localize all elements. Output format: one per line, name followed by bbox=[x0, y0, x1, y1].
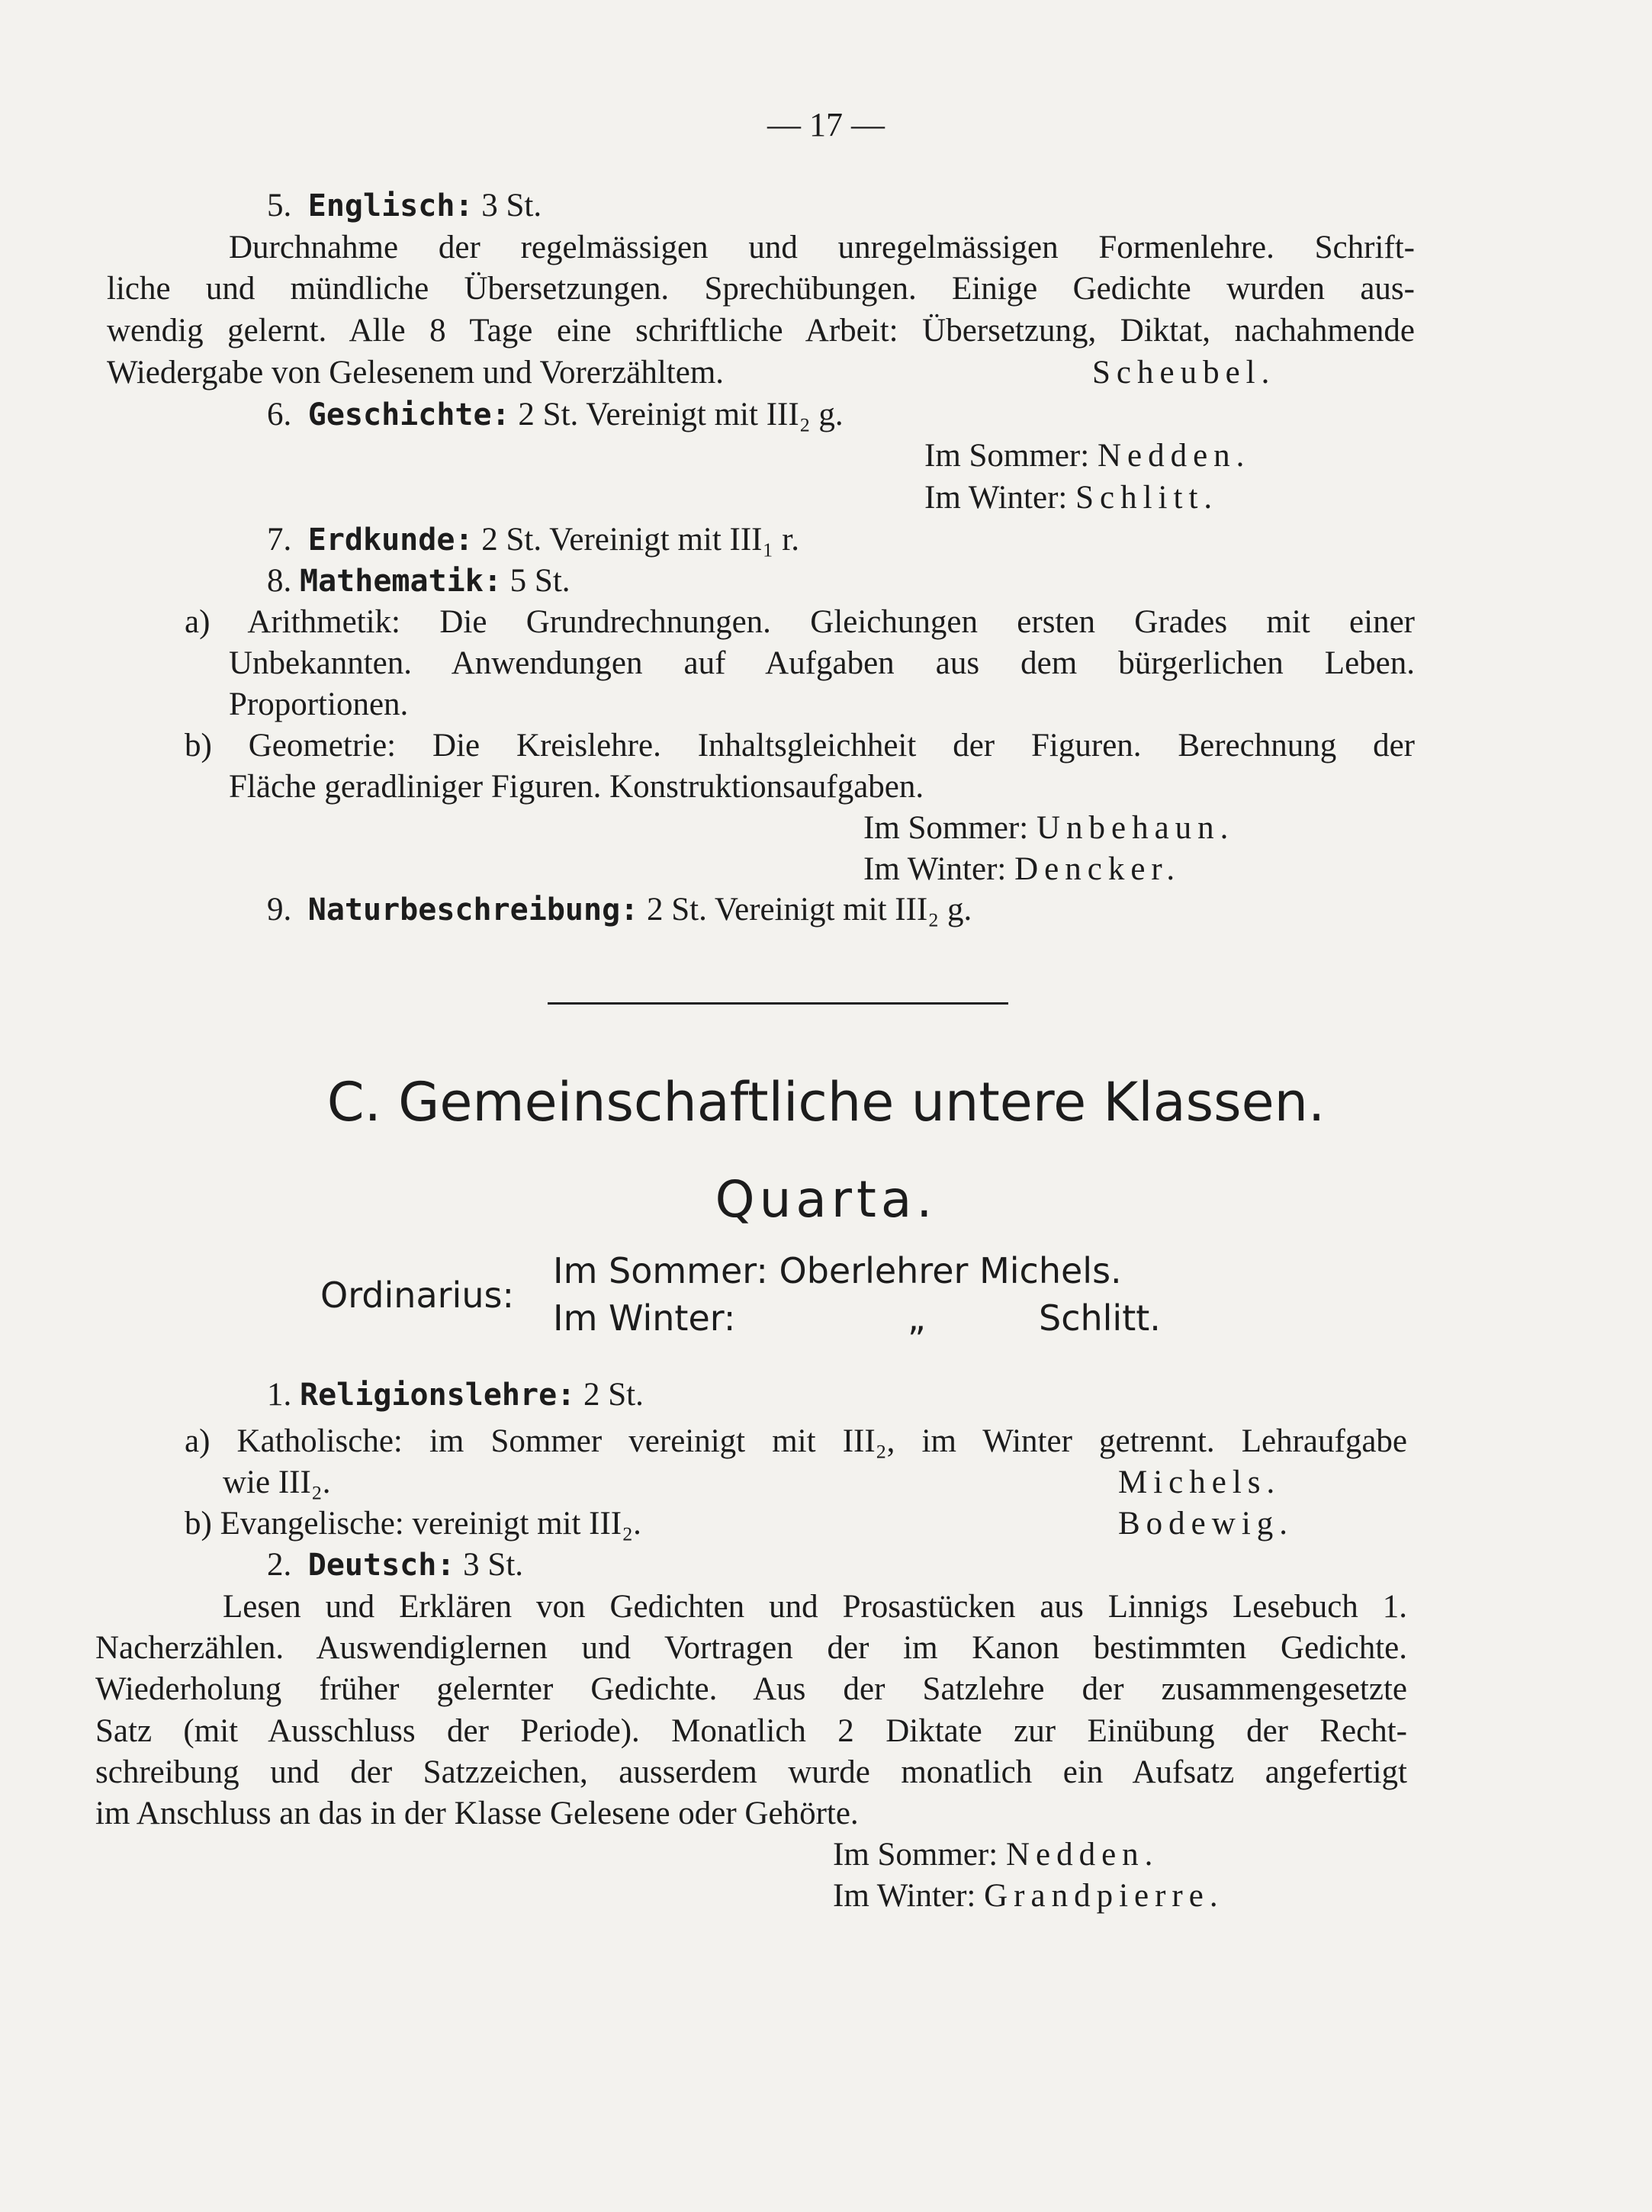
religion-b-line: b) Evangelische: vereinigt mit III₂. bbox=[185, 1506, 641, 1542]
deutsch-line-1: Lesen und Erklären von Gedichten und Prosastücken aus Linnigs Lesebuch 1. bbox=[223, 1589, 1407, 1625]
englisch-teacher: Scheubel. bbox=[1092, 355, 1276, 391]
mathematik-b-line-1: b) Geometrie: Die Kreislehre. Inhaltsgleichheit der Figuren. Berechnung der bbox=[185, 728, 1415, 764]
deutsch-line-5: schreibung und der Satzzeichen, ausserdem wurde monatlich ein Aufsatz angefertigt bbox=[95, 1754, 1407, 1790]
deutsch-line-6: im Anschluss an das in der Klasse Gelesene oder Gehörte. bbox=[95, 1796, 859, 1831]
ordinarius-label: Ordinarius: bbox=[320, 1275, 514, 1316]
erdkunde-title: Erdkunde: bbox=[307, 522, 474, 558]
naturbeschreibung-heading: 9. Naturbeschreibung: 2 St. Vereinigt mit III₂ g. bbox=[267, 892, 972, 928]
mathematik-summer: Im Sommer: Unbehaun. bbox=[863, 810, 1235, 846]
deutsch-summer-teacher: Nedden. bbox=[1005, 1837, 1159, 1873]
geschichte-summer-teacher: Nedden. bbox=[1097, 438, 1251, 474]
religion-b-teacher: Bodewig. bbox=[1118, 1506, 1294, 1542]
geschichte-summer: Im Sommer: Nedden. bbox=[924, 438, 1251, 474]
englisch-line-1: Durchnahme der regelmässigen und unregelmässigen Formenlehre. Schrift- bbox=[229, 230, 1415, 265]
religion-heading: 1. Religionslehre: 2 St. bbox=[267, 1377, 644, 1413]
englisch-line-4: Wiedergabe von Gelesenem und Vorerzähltem. bbox=[107, 355, 725, 391]
mathematik-title: Mathematik: bbox=[300, 564, 502, 599]
geschichte-heading: 6. Geschichte: 2 St. Vereinigt mit III₂ g. bbox=[267, 397, 844, 432]
deutsch-line-4: Satz (mit Ausschluss der Periode). Monatlich 2 Diktate zur Einübung der Recht- bbox=[95, 1713, 1407, 1749]
mathematik-a-line-3: Proportionen. bbox=[229, 686, 409, 722]
ordinarius-ditto: „ bbox=[908, 1297, 926, 1339]
erdkunde-heading: 7. Erdkunde: 2 St. Vereinigt mit III₁ r. bbox=[267, 522, 799, 558]
mathematik-b-line-2: Fläche geradliniger Figuren. Konstruktionsaufgaben. bbox=[229, 769, 924, 805]
page-number: — 17 — bbox=[767, 106, 885, 143]
ordinarius-winter-name: Schlitt. bbox=[1039, 1297, 1161, 1339]
deutsch-line-2: Nacherzählen. Auswendiglernen und Vortragen der im Kanon bestimmten Gedichte. bbox=[95, 1630, 1407, 1666]
ordinarius-winter: Im Winter: bbox=[553, 1297, 736, 1339]
mathematik-a-line-1: a) Arithmetik: Die Grundrechnungen. Gleichungen ersten Grades mit einer bbox=[185, 604, 1415, 640]
deutsch-line-3: Wiederholung früher gelernter Gedichte. Aus der Satzlehre der zusammengesetzte bbox=[95, 1671, 1407, 1707]
geschichte-winter: Im Winter: Schlitt. bbox=[924, 480, 1219, 516]
mathematik-winter: Im Winter: Dencker. bbox=[863, 851, 1181, 887]
deutsch-heading: 2. Deutsch: 3 St. bbox=[267, 1547, 524, 1583]
mathematik-winter-teacher: Dencker. bbox=[1014, 851, 1181, 887]
deutsch-winter-teacher: Grandpierre. bbox=[984, 1878, 1224, 1914]
mathematik-summer-teacher: Unbehaun. bbox=[1036, 810, 1235, 846]
religion-a-line-1: a) Katholische: im Sommer vereinigt mit III₂, im Winter getrennt. Lehraufgabe bbox=[185, 1423, 1407, 1459]
section-divider bbox=[548, 1002, 1008, 1005]
religion-a-teacher: Michels. bbox=[1118, 1464, 1281, 1500]
religion-title: Religionslehre: bbox=[300, 1378, 576, 1413]
englisch-line-2: liche und mündliche Übersetzungen. Sprechübungen. Einige Gedichte wurden aus- bbox=[107, 271, 1415, 307]
deutsch-summer: Im Sommer: Nedden. bbox=[833, 1837, 1159, 1873]
class-title: Quarta. bbox=[715, 1170, 937, 1229]
deutsch-title: Deutsch: bbox=[307, 1548, 455, 1583]
mathematik-heading: 8. Mathematik: 5 St. bbox=[267, 563, 570, 599]
naturbeschreibung-title: Naturbeschreibung: bbox=[307, 892, 639, 928]
deutsch-winter: Im Winter: Grandpierre. bbox=[833, 1878, 1224, 1914]
ordinarius-summer: Im Sommer: Oberlehrer Michels. bbox=[553, 1250, 1122, 1291]
englisch-title: Englisch: bbox=[307, 188, 474, 223]
geschichte-title: Geschichte: bbox=[307, 397, 510, 432]
geschichte-winter-teacher: Schlitt. bbox=[1075, 480, 1219, 516]
section-title: C. Gemeinschaftliche untere Klassen. bbox=[326, 1071, 1326, 1133]
englisch-heading: 5. Englisch: 3 St. bbox=[267, 188, 542, 223]
englisch-line-3: wendig gelernt. Alle 8 Tage eine schriftliche Arbeit: Übersetzung, Diktat, nachahmende bbox=[107, 313, 1415, 349]
mathematik-a-line-2: Unbekannten. Anwendungen auf Aufgaben aus dem bürgerlichen Leben. bbox=[229, 645, 1415, 681]
religion-a-line-2: wie III₂. bbox=[223, 1464, 331, 1500]
